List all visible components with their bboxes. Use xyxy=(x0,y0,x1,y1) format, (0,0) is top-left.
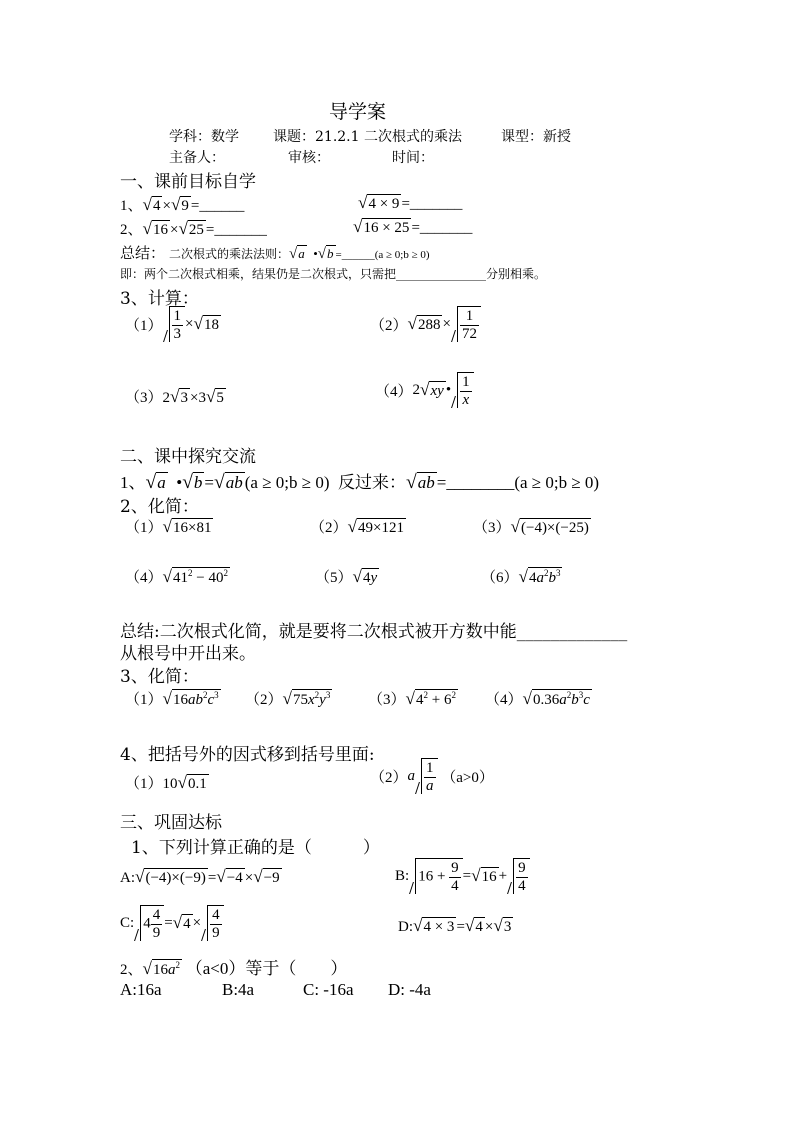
simp2-3-label: （3） xyxy=(368,692,406,708)
s1-blank: =_______ xyxy=(411,220,473,236)
header-preparer: 主备人： xyxy=(169,150,225,166)
simp-2-label: （2） xyxy=(310,520,348,536)
move-1: （1）10√0.1 xyxy=(125,773,207,792)
section1-heading: 一、课前目标自学 xyxy=(120,172,256,192)
s2-q2-label: 2、化简： xyxy=(120,497,199,517)
header-reviewer: 审核： xyxy=(288,150,330,166)
simp-6-label: （6） xyxy=(481,570,519,586)
s1-blank: =______ xyxy=(190,198,245,214)
s1-q2-right: √16 × 25 =_______ xyxy=(353,217,473,236)
calc-4-label: （4） xyxy=(375,383,413,400)
header-topic: 课题：21.2.1 二次根式的乘法 xyxy=(273,129,462,145)
move-2: （2） a $\frac{1}{a}$ （a>0） xyxy=(370,760,494,794)
opt-c: C: 4 $\frac{4}{9}$ = √4 × $\frac{4}{9}$ xyxy=(120,905,224,941)
summary-blank: =______(a ≥ 0;b ≥ 0) xyxy=(335,249,430,261)
s1-q2-label: 2、 xyxy=(120,222,143,238)
s3-q2-answer-b: B:4a xyxy=(222,980,255,999)
s2-reverse-blank: =________(a ≥ 0;b ≥ 0) xyxy=(436,473,600,492)
header-lesson-type: 课型：新授 xyxy=(501,129,571,145)
opt-b: B: 16 + $\frac{9}{4}$ = √16 + $\frac{9}{4}$ xyxy=(395,858,530,894)
s3-q2-answer-d: D: -4a xyxy=(388,980,431,999)
calc-2-label: （2） xyxy=(370,317,408,334)
s1-q1-right: √4 × 9 =_______ xyxy=(358,193,463,212)
s3-q1: 1、下列计算正确的是（ ） xyxy=(131,838,380,858)
s1-blank: =_______ xyxy=(205,222,267,238)
simp2-4: $(4)√0.36a^2b^3c$ xyxy=(485,689,590,708)
opt-d-label: D: xyxy=(398,919,413,935)
move-2-cond: （a>0） xyxy=(441,769,494,786)
summary-text: 二次根式的乘法法则： xyxy=(169,247,290,261)
section3-heading: 三、巩固达标 xyxy=(120,813,222,833)
simp-5: （5）√4y xyxy=(315,567,378,586)
simp-4-label: （4） xyxy=(125,570,163,586)
s3-q2-answer-a: A:16a xyxy=(120,980,162,999)
s2-summary-line2: 从根号中开出来。 xyxy=(120,644,256,664)
simp2-2: $(2)√75x^2y^3$ xyxy=(245,689,331,708)
s1-q1-left: 1、√4 ×√9 =______ xyxy=(120,195,245,214)
opt-a: A:√(−4)×(−9) =√−4 ×√−9 xyxy=(120,867,280,886)
opt-b-label: B: xyxy=(395,867,410,884)
s2-q4-label: 4、把括号外的因式移到括号里面: xyxy=(120,745,375,765)
s2-reverse: 反过来： xyxy=(338,473,407,492)
s1-q3-label: 3、计算： xyxy=(120,289,199,309)
calc-4: （4） 2 √xy • $\frac{1}{x}$ xyxy=(375,372,474,408)
calc-1-label: （1） xyxy=(125,317,163,334)
simp-3-label: （3） xyxy=(473,520,511,536)
opt-a-label: A: xyxy=(120,870,135,886)
calc-1: （1） $\frac{1}{3}$ × √18 xyxy=(125,308,219,342)
s1-note: 即：两个二次根式相乘，结果仍是二次根式，只需把_______________分别相乘。 xyxy=(120,267,547,281)
simp2-1-label: （1） xyxy=(125,692,163,708)
s2-q1-label: 1、 xyxy=(120,473,146,492)
s1-summary: 总结： 二次根式的乘法法则：√a •√b =______(a ≥ 0;b ≥ 0) xyxy=(120,246,430,262)
header-subject: 学科：数学 xyxy=(169,129,239,145)
s1-q1-label: 1、 xyxy=(120,198,143,214)
simp-4: $(4)√41^2 - 40^2$ xyxy=(125,567,228,586)
opt-d: D:√4 × 3 =√4 ×√3 xyxy=(398,916,512,935)
move-2-label: （2） xyxy=(370,769,408,786)
s3-q2-label: 2、 xyxy=(120,962,143,978)
s3-q2-answer-c: C: -16a xyxy=(303,980,354,999)
simp2-4-label: （4） xyxy=(485,692,523,708)
calc-3: （3）2√3 ×3√5 xyxy=(125,387,224,406)
simp2-3: $(3)√4^2 + 6^2$ xyxy=(368,689,456,708)
simp-2: （2）√49×121 xyxy=(310,517,404,536)
s2-summary-line1: 总结:二次根式化简，就是要将二次根式被开方数中能_____________ xyxy=(120,622,628,642)
header-time: 时间： xyxy=(392,150,434,166)
simp-1: （1）√16×81 xyxy=(125,517,212,536)
move-1-label: （1） xyxy=(125,776,163,792)
s2-q3-label: 3、化简： xyxy=(120,667,199,687)
calc-2: （2） √288 × $\frac{1}{72}$ xyxy=(370,306,481,342)
simp-6: $(6)√4a^2b^3$ xyxy=(481,567,561,586)
s3-q2-text: （a<0）等于（ ） xyxy=(185,959,348,978)
s3-q2: 2、$√16a^2$ （a<0）等于（ ） xyxy=(120,959,348,978)
opt-c-label: C: xyxy=(120,914,135,931)
section2-heading: 二、课中探究交流 xyxy=(120,447,256,467)
calc-3-label: （3） xyxy=(125,390,163,406)
simp-5-label: （5） xyxy=(315,570,353,586)
simp2-1: $(1)√16ab^2c^3$ xyxy=(125,689,219,708)
s2-q1-cond: (a ≥ 0;b ≥ 0) xyxy=(244,473,330,492)
s1-q2-left: 2、√16 ×√25 =_______ xyxy=(120,219,267,238)
s2-q1: 1、√a •√b =√ab (a ≥ 0;b ≥ 0) 反过来：√ab =________(a ≥ 0;b ≥ 0) xyxy=(120,472,600,493)
simp2-2-label: （2） xyxy=(245,692,283,708)
s1-blank: =_______ xyxy=(401,196,463,212)
simp-1-label: （1） xyxy=(125,520,163,536)
simp-3: （3）√(−4)×(−25) xyxy=(473,517,589,536)
summary-label: 总结： xyxy=(120,246,166,262)
page-title: 导学案 xyxy=(329,101,387,123)
